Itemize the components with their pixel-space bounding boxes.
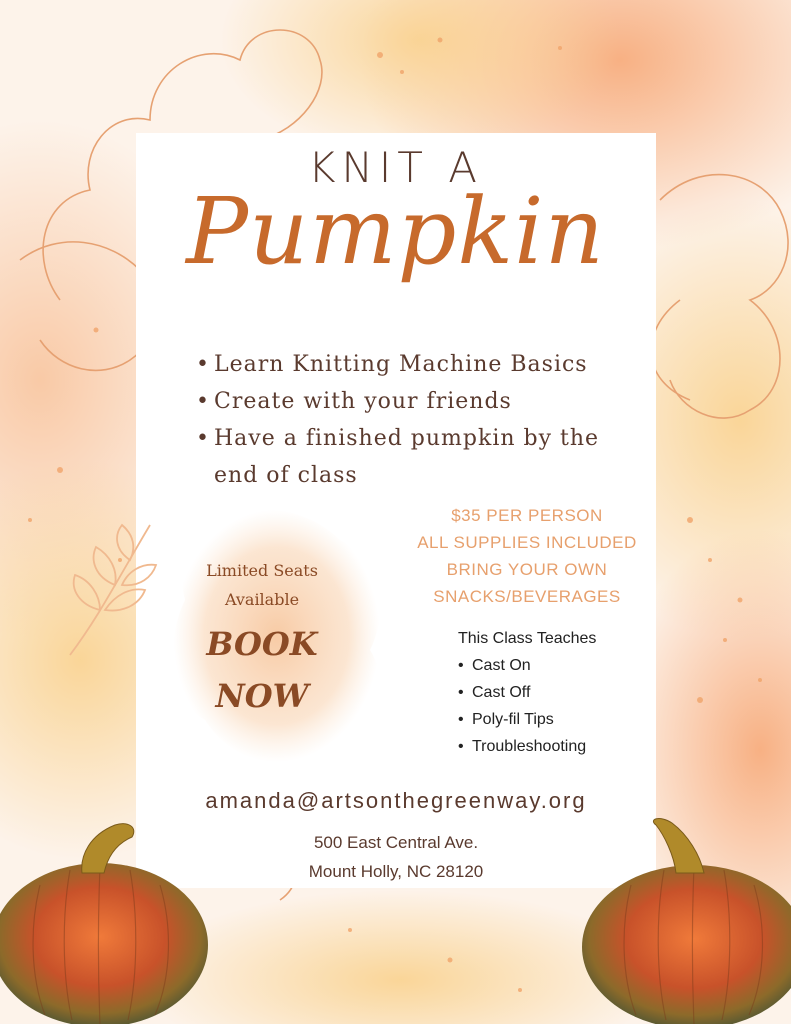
price-info — [392, 502, 662, 610]
price-line: BRING YOUR OWN — [446, 560, 608, 579]
list-item-continuation: end of class — [214, 463, 358, 488]
price-line: $35 PER PERSON — [451, 506, 603, 525]
pumpkin-icon — [0, 815, 215, 1024]
list-item: • Cast On — [458, 657, 531, 674]
title-line-1: KNIT A — [307, 143, 484, 192]
title-line-2: Pumpkin — [186, 178, 605, 285]
leaf-outline-icon — [60, 515, 170, 665]
list-item: • Poly-fil Tips — [458, 711, 554, 728]
address: 500 East Central Ave. Mount Holly, NC 28120 — [308, 833, 484, 881]
list-item: • Learn Knitting Machine Basics — [196, 352, 588, 377]
price-line: SNACKS/BEVERAGES — [433, 587, 621, 606]
book-now-text: BOOK NOW — [206, 625, 318, 715]
price-line: ALL SUPPLIES INCLUDED — [417, 533, 637, 552]
list-item: • Create with your friends — [196, 389, 512, 414]
teaches-heading: This Class Teaches — [458, 630, 597, 647]
feature-list — [196, 346, 599, 494]
list-item: • Have a finished pumpkin by the — [196, 426, 600, 451]
pumpkin-icon — [576, 815, 791, 1024]
limited-seats-text: Limited Seats Available — [206, 561, 318, 609]
list-item: • Troubleshooting — [458, 738, 587, 755]
contact-email: amanda@artsonthegreenway.org — [205, 788, 587, 813]
class-teaches — [458, 625, 596, 760]
list-item: • Cast Off — [458, 684, 531, 701]
